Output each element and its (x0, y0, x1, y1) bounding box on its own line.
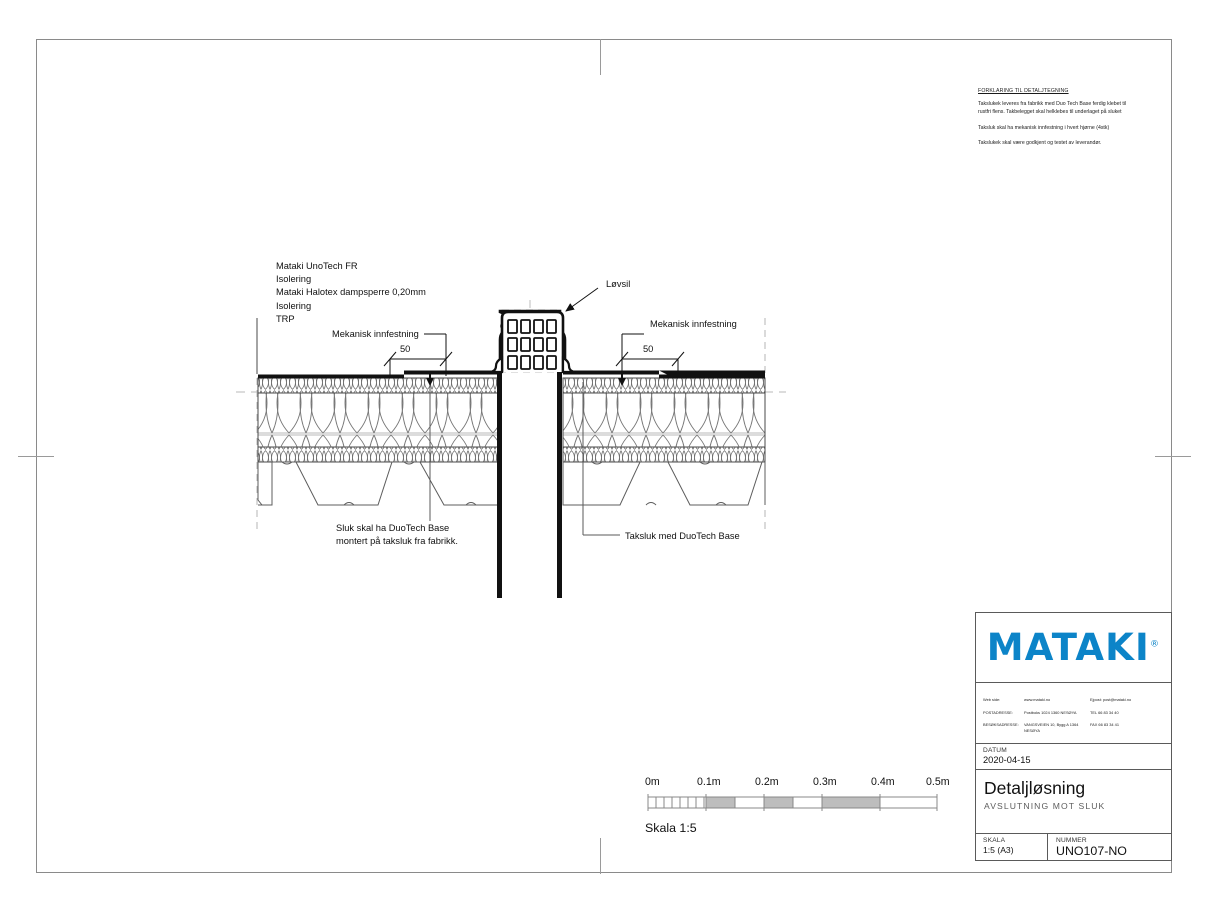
center-mark-right (1155, 456, 1191, 457)
number-field-caption: NUMMER (1056, 837, 1087, 844)
scale-label-1: 0.1m (697, 776, 721, 788)
explanation-block (978, 88, 1168, 155)
scale-caption: Skala 1:5 (645, 821, 697, 835)
dimension-label-right-50: 50 (643, 344, 654, 354)
registered-mark-icon: ® (1150, 639, 1161, 650)
title-block-footer (976, 834, 1171, 861)
contact-value-0: www.mataki.no (1024, 697, 1051, 702)
explanation-paragraph-3: Takslukek skal være godkjent og testet av leverandør. (978, 140, 1102, 147)
annotation-mekanisk-innfestning-right: Mekanisk innfestning (650, 319, 737, 329)
date-caption: DATUM (983, 747, 1007, 754)
contact-value-2: VANGSVEIEN 10, Bygg A 1364 NESØYA (1024, 722, 1079, 733)
explanation-paragraph-1: Takslukek leveres fra fabrikk med Duo Tech Base ferdig klebet til rustfri flens. Takbelegget skal helklebes til underlaget på sluket (978, 101, 1127, 116)
contact-value2-0: Ejpost: post@mataki.no (1090, 697, 1132, 702)
date-value: 2020-04-15 (983, 755, 1031, 765)
scale-field-caption: SKALA (983, 837, 1006, 844)
annotation-lovsil: Løvsil (606, 279, 631, 289)
scale-label-5: 0.5m (926, 776, 950, 788)
annotation-mekanisk-innfestning-left: Mekanisk innfestning (332, 329, 419, 339)
contact-label-0: Web side: (983, 697, 1001, 702)
scale-label-4: 0.4m (871, 776, 895, 788)
scale-label-2: 0.2m (755, 776, 779, 788)
brand-logo-text: MATAKI (986, 626, 1151, 669)
layer-label-3: Mataki Halotex dampsperre 0,20mm (276, 287, 426, 298)
scale-label-3: 0.3m (813, 776, 837, 788)
number-field (1048, 834, 1171, 861)
center-mark-left (18, 456, 54, 457)
annotation-sluk-line-2: montert på taksluk fra fabrikk. (336, 536, 458, 547)
annotation-taksluk-duotech: Taksluk med DuoTech Base (625, 531, 740, 541)
number-field-value: UNO107-NO (1056, 844, 1127, 858)
explanation-paragraph-2: Taksluk skal ha mekanisk innfestning i hvert hjørne (4stk) (978, 124, 1110, 131)
layer-label-2: Isolering (276, 274, 312, 285)
center-mark-bottom (600, 838, 601, 874)
annotation-sluk-duotech-note (336, 522, 458, 548)
explanation-title: FORKLARING TIL DETALJTEGNING (978, 88, 1069, 94)
layer-stack-labels (276, 260, 426, 326)
drawing-subtitle: AVSLUTNING MOT SLUK (984, 801, 1106, 812)
layer-label-4: Isolering (276, 300, 312, 311)
annotation-sluk-line-1: Sluk skal ha DuoTech Base (336, 523, 450, 533)
scale-bar-graphic (645, 787, 940, 819)
title-block (975, 612, 1172, 861)
layer-label-5: TRP (276, 313, 295, 324)
layer-label-1: Mataki UnoTech FR (276, 261, 358, 271)
scale-bar (645, 776, 950, 824)
drawing-title: Detaljløsning (984, 778, 1086, 798)
contact-label-1: POSTADRESSE: (983, 709, 1013, 715)
contact-value2-1: TEL 66 83 34 40 (1090, 709, 1119, 715)
center-mark-top (600, 39, 601, 75)
contact-value2-2: FAX 66 83 34 41 (1090, 722, 1119, 728)
brand-logo (976, 613, 1171, 683)
contact-label-2: BESØKSADRESSE: (983, 722, 1019, 728)
scale-field-value: 1:5 (A3) (983, 845, 1014, 855)
date-field (976, 744, 1171, 770)
dimension-label-left-50: 50 (400, 344, 411, 354)
drawing-title-field (976, 770, 1171, 834)
contact-value-1: Postboks 1024 1360 NESØYA (1024, 709, 1077, 715)
scale-label-0: 0m (645, 776, 660, 788)
scale-field (976, 834, 1048, 861)
contact-info (976, 683, 1171, 744)
